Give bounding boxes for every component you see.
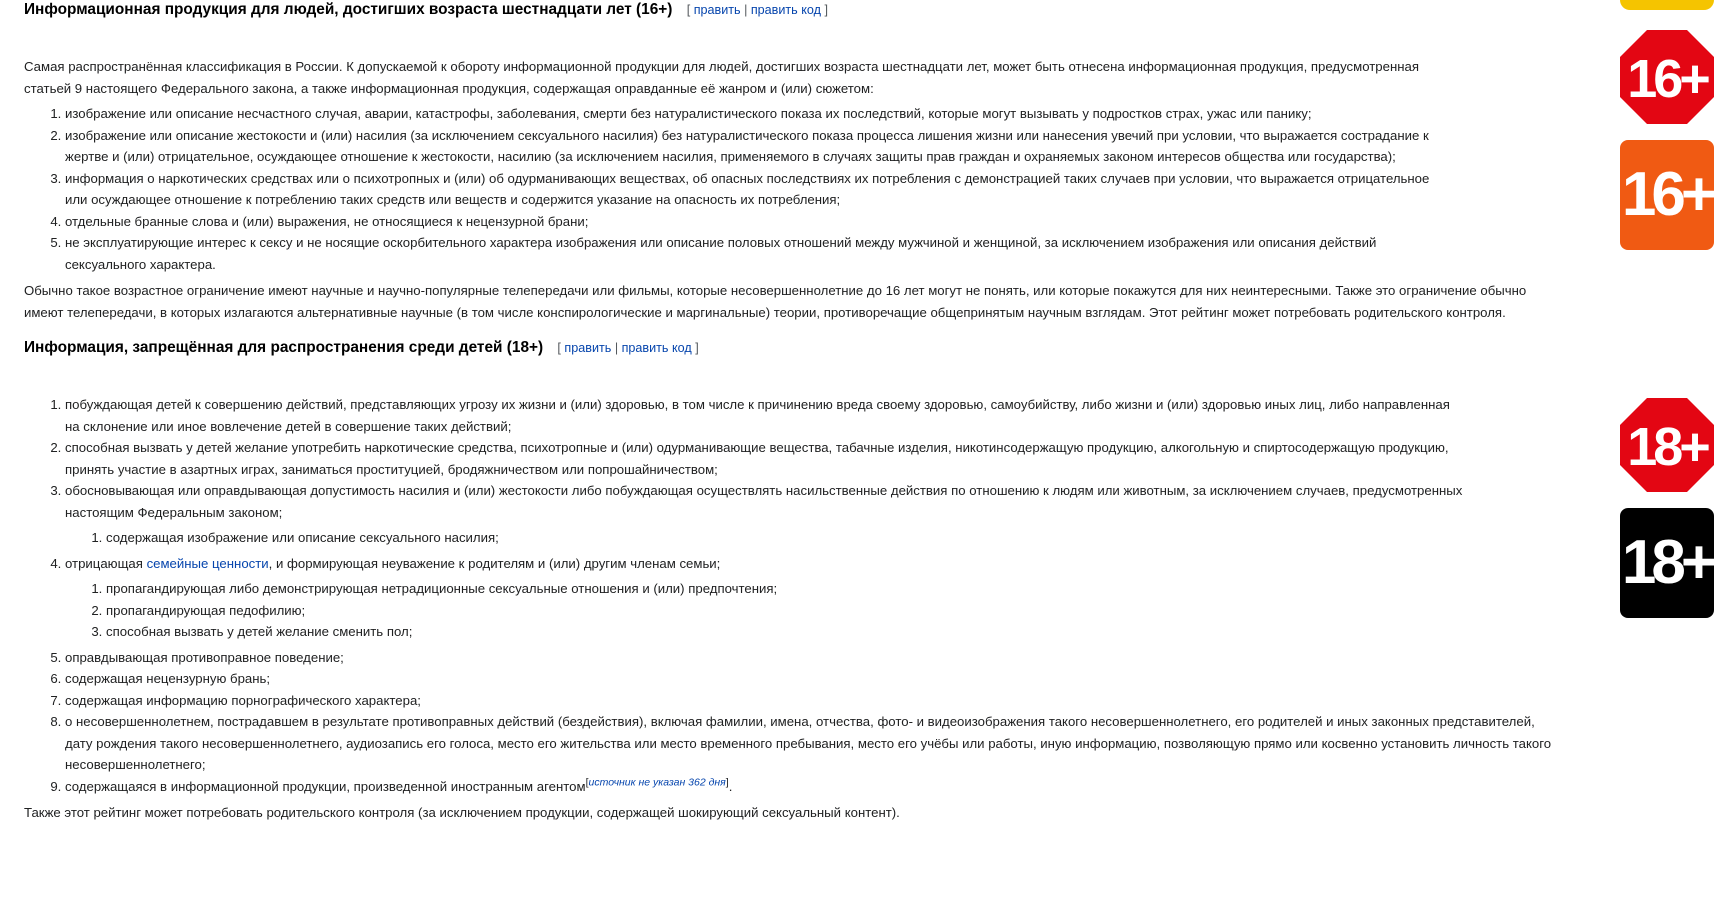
sub-list <box>65 578 1465 643</box>
list-item: 1. побуждающая детей к совершению действий, представляющих угрозу их жизни и (или) здоровью, в том числе к причинению вреда своему здоровью, самоубийству, либо жизни и (или) здоровью иных лиц, либо направленная на склонение или иное вовлечение детей в совершение таких действий; <box>65 394 1465 437</box>
citation-needed-link[interactable]: источник не указан 362 дня <box>588 776 726 789</box>
rating-18-octagon-label: 18+ <box>1627 417 1707 477</box>
list-item: 3. информация о наркотических средствах или о психотропных и (или) об одурманивающих веществах, об опасных последствиях их потребления с демонстрацией таких случаев при условии, что выражается отрицательное или осуждающее отношение к потреблению таких средств или веществ и содержится указание на опасность их потребления; <box>65 168 1450 211</box>
section-18-title: Информация, запрещённая для распространения среди детей (18+) <box>24 339 544 356</box>
list-item: 3. обосновывающая или оправдывающая допустимость насилия и (или) жестокости либо побуждающая осуществлять насильственные действия по отношению к людям или животным, за исключением случаев, предусмотренных настоящим Федеральным законом; 1. содержащая изображение или описание сексуального насилия; <box>65 480 1465 549</box>
rating-18-square-icon <box>1620 508 1714 618</box>
article-content <box>24 0 1684 824</box>
section-16-title: Информационная продукция для людей, достигших возраста шестнадцати лет (16+) <box>24 1 673 18</box>
sub-list-item: 2. пропагандирующая педофилию; <box>106 600 1465 622</box>
rating-16-octagon-label: 16+ <box>1627 49 1707 109</box>
sub-list <box>65 527 1465 549</box>
list-item: 9. содержащаяся в информационной продукции, произведенной иностранным агентом[источник не указан 362 дня]. <box>65 776 1465 798</box>
list-item: 4. отдельные бранные слова и (или) выражения, не относящиеся к нецензурной брани; <box>65 211 1450 233</box>
rating-16-square-label: 16+ <box>1621 160 1713 229</box>
list-item: 2. способная вызвать у детей желание употребить наркотические средства, психотропные и (или) одурманивающие вещества, табачные изделия, никотинсодержащую продукцию, алкогольную и спиртосодержащую продукцию, принять участие в азартных играх, заниматься проституцией, бродяжничеством или попрошайничеством; <box>65 437 1465 480</box>
list-item: 1. изображение или описание несчастного случая, аварии, катастрофы, заболевания, смерти без натуралистического показа их последствий, которые могут вызывать у подростков страх, ужас или панику; <box>65 103 1450 125</box>
sub-list-item: 1. пропагандирующая либо демонстрирующая нетрадиционные сексуальные отношения и (или) предпочтения; <box>106 578 1465 600</box>
list-item: 4. отрицающая семейные ценности, и формирующая неуважение к родителям и (или) другим членам семьи; 1. пропагандирующая либо демонстрирующая нетрадиционные сексуальные отношения и (или) предпочтения; 2. пропагандирующая педофилию; 3. способная вызвать у детей желание сменить пол; <box>65 553 1465 643</box>
citation-needed: [источник не указан 362 дня] <box>585 776 729 789</box>
section-16-intro: Самая распространённая классификация в России. К допускаемой к обороту информационной продукции для людей, достигших возраста шестнадцати лет, может быть отнесена информационная продукция, предусмотренная статьей 9 настоящего Федерального закона, а также информационная продукция, содержащая оправданные её жанром и (или) сюжетом: <box>24 59 1420 96</box>
list-item: 2. изображение или описание жестокости и (или) насилия (за исключением сексуального насилия) без натуралистического показа процесса лишения жизни или нанесения увечий при условии, что выражается сострадание к жертве и (или) отрицательное, осуждающее отношение к жестокости, насилию (за исключением насилия, применяемого в случаях защиты прав граждан и охраняемых законом интересов общества или государства); <box>65 125 1450 168</box>
sub-list-item: 1. содержащая изображение или описание сексуального насилия; <box>106 527 1465 549</box>
family-values-link[interactable]: семейные ценности <box>146 555 269 571</box>
edit-link[interactable]: править <box>564 341 612 355</box>
list-item: 5. не эксплуатирующие интерес к сексу и не носящие оскорбительного характера изображения или описание половых отношений между мужчиной и женщиной, за исключением изображения или описания действий сексуального характера. <box>65 232 1450 275</box>
edit-code-link[interactable]: править код <box>621 341 692 355</box>
edit-section-links: [ править | править код ] <box>557 341 699 355</box>
edit-section-links: [ править | править код ] <box>686 3 828 17</box>
sub-list-item: 3. способная вызвать у детей желание сменить пол; <box>106 621 1465 643</box>
rating-18-square-label: 18+ <box>1621 528 1713 597</box>
section-18-list <box>20 394 1552 797</box>
section-16-outro: Обычно такое возрастное ограничение имеют научные и научно-популярные телепередачи или фильмы, которые несовершеннолетние до 16 лет могут не понять, или которые покажутся для них неинтересными. Также это ограничение обычно имеют телепередачи, в которых излагаются альтернативные научные (в том числе конспирологические и маргинальные) теории, противоречащие общепринятым научным взглядам. Этот рейтинг может потребовать родительского контроля. <box>24 283 1527 320</box>
rating-18-octagon-icon <box>1620 398 1714 492</box>
section-16-heading <box>24 0 1584 21</box>
section-18-heading <box>24 337 1584 359</box>
rating-16-octagon-icon <box>1620 30 1714 124</box>
section-16-list <box>20 103 1450 275</box>
edit-link[interactable]: править <box>693 3 741 17</box>
list-item: 6. содержащая нецензурную брань; <box>65 668 1465 690</box>
list-item: 7. содержащая информацию порнографического характера; <box>65 690 1465 712</box>
edit-code-link[interactable]: править код <box>750 3 821 17</box>
rating-16-square-icon <box>1620 140 1714 250</box>
section-18-outro: Также этот рейтинг может потребовать родительского контроля (за исключением продукции, содержащей шокирующий сексуальный контент). <box>24 805 900 820</box>
list-item: 8. о несовершеннолетнем, пострадавшем в результате противоправных действий (бездействия), включая фамилии, имена, отчества, фото- и видеоизображения такого несовершеннолетнего, его родителей и иных законных представителей, дату рождения такого несовершеннолетнего, аудиозапись его голоса, место его жительства или место временного пребывания, место его учёбы или работы, иную информацию, позволяющую прямо или косвенно установить личность такого несовершеннолетнего; <box>65 711 1560 776</box>
list-item: 5. оправдывающая противоправное поведение; <box>65 647 1465 669</box>
